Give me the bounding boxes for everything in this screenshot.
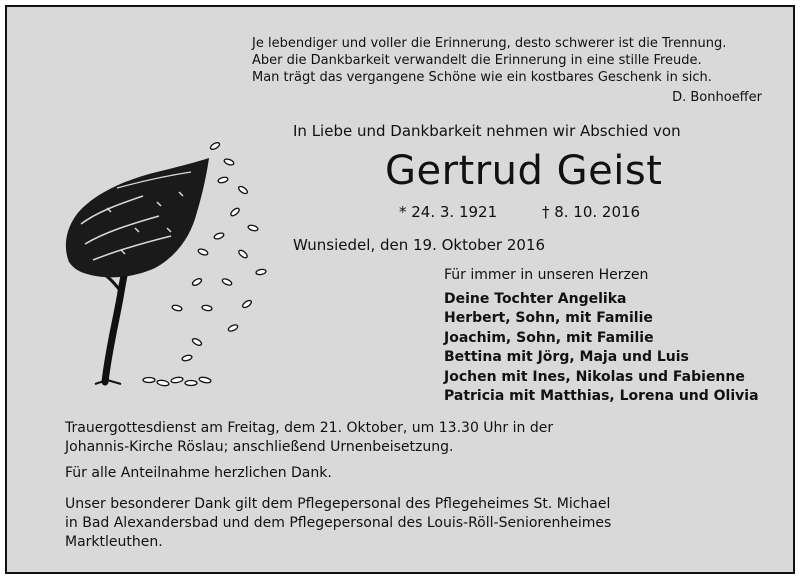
place-and-date: Wunsiedel, den 19. Oktober 2016 (293, 236, 546, 254)
family-member: Patricia mit Matthias, Lorena und Olivia (444, 388, 759, 404)
thanks-text: Für alle Anteilnahme herzlichen Dank. (65, 465, 332, 481)
quote-line: Aber die Dankbarkeit verwandelt die Erinnerung in eine stille Freude. (252, 53, 702, 68)
family-member: Joachim, Sohn, mit Familie (444, 329, 654, 346)
deceased-name: Gertrud Geist (385, 148, 663, 194)
family-heading: Für immer in unseren Herzen (444, 267, 649, 283)
quote-block (252, 35, 762, 106)
quote-line: Man trägt das vergangene Schöne wie ein kostbares Geschenk in sich. (252, 70, 712, 85)
family-member: Herbert, Sohn, mit Familie (444, 310, 653, 326)
life-dates (399, 203, 640, 221)
quote-line: Je lebendiger und voller die Erinnerung, desto schwerer ist die Trennung. (252, 36, 727, 51)
special-thanks (65, 495, 611, 552)
birth-date: * 24. 3. 1921 (399, 203, 498, 221)
special-thanks-line: Unser besonderer Dank gilt dem Pflegepersonal des Pflegeheimes St. Michael (65, 496, 611, 512)
intro-text: In Liebe und Dankbarkeit nehmen wir Abschied von (293, 122, 681, 140)
obituary-notice (5, 5, 795, 574)
quote-author: D. Bonhoeffer (672, 90, 762, 105)
tree-icon (47, 132, 277, 392)
special-thanks-line: Marktleuthen. (65, 534, 163, 550)
family-list (444, 266, 759, 407)
service-info (65, 419, 553, 457)
family-member: Jochen mit Ines, Nikolas und Fabienne (444, 368, 745, 385)
family-member: Bettina mit Jörg, Maja und Luis (444, 349, 689, 365)
family-member: Deine Tochter Angelika (444, 290, 627, 307)
service-line: Trauergottesdienst am Freitag, dem 21. Oktober, um 13.30 Uhr in der (65, 420, 554, 436)
death-date: † 8. 10. 2016 (541, 203, 641, 221)
service-line: Johannis-Kirche Röslau; anschließend Urnenbeisetzung. (65, 439, 454, 455)
special-thanks-line: in Bad Alexandersbad und dem Pflegepersonal des Louis-Röll-Seniorenheimes (65, 515, 612, 531)
